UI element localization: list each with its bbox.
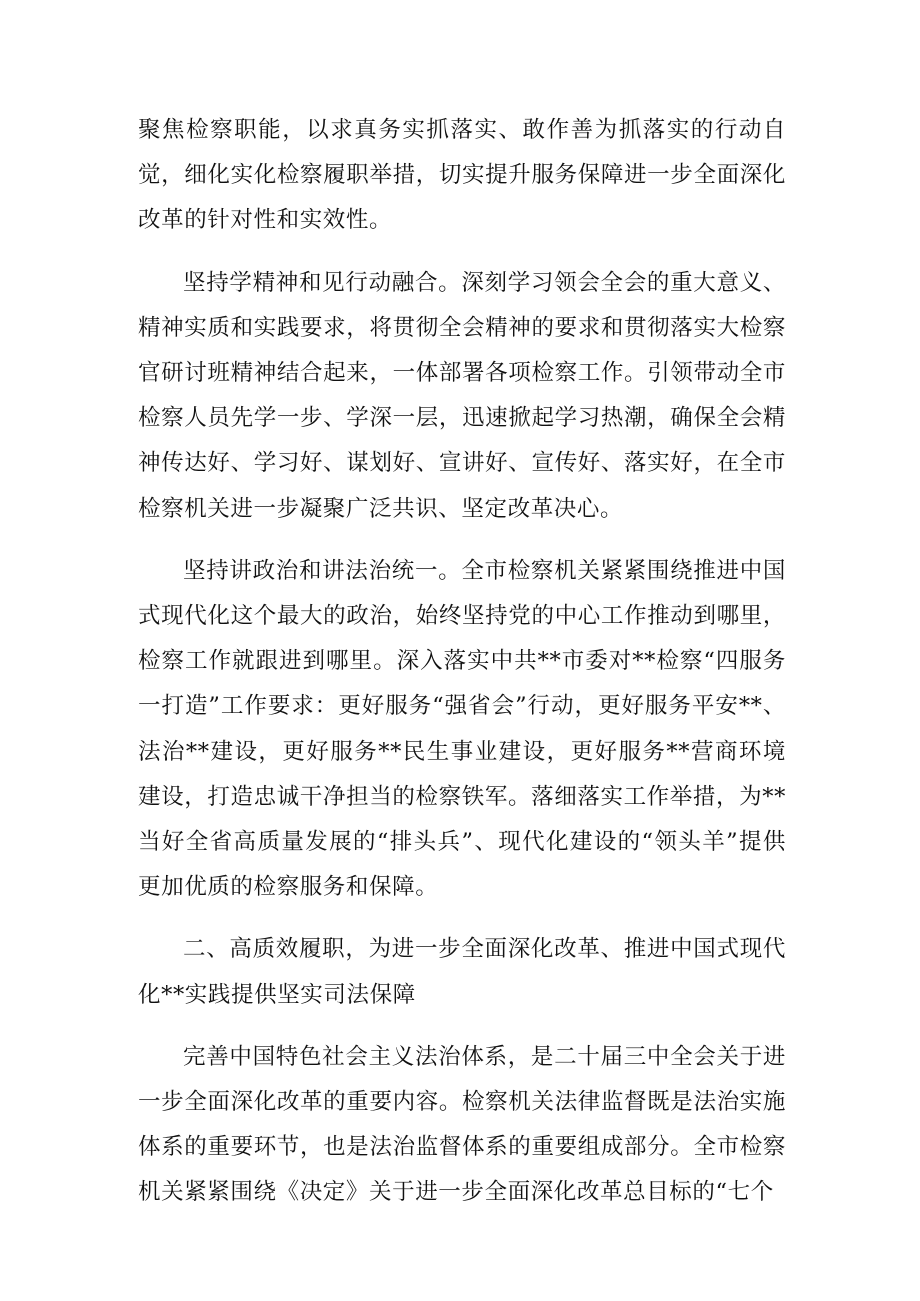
paragraph-study-spirit: 坚持学精神和见行动融合。深刻学习领会全会的重大意义、精神实质和实践要求，将贯彻全会精神的要求和贯彻落实大检察官研讨班精神结合起来，一体部署各项检察工作。引领带动全市检察人员先学一步、学深一层，迅速掀起学习热潮，确保全会精神传达好、学习好、谋划好、宣讲好、宣传好、落实好，在全市检察机关进一步凝聚广泛共识、坚定改革决心。 [138, 269, 786, 522]
section-heading-two: 二、高质效履职，为进一步全面深化改革、推进中国式现代化**实践提供坚实司法保障 [138, 936, 786, 1008]
paragraph-rule-of-law-system: 完善中国特色社会主义法治体系，是二十届三中全会关于进一步全面深化改革的重要内容。检察机关法律监督既是法治实施体系的重要环节，也是法治监督体系的重要组成部分。全市检察机关紧紧围绕《决定》关于进一步全面深化改革总目标的“七个 [138, 1043, 786, 1206]
body-text [138, 108, 786, 1216]
paragraph-politics-law: 坚持讲政治和讲法治统一。全市检察机关紧紧围绕推进中国式现代化这个最大的政治，始终坚持党的中心工作推动到哪里，检察工作就跟进到哪里。深入落实中共**市委对**检察“四服务一打造”工作要求：更好服务“强省会”行动，更好服务平安**、法治**建设，更好服务**民生事业建设，更好服务**营商环境建设，打造忠诚干净担当的检察铁军。落细落实工作举措，为**当好全省高质量发展的“排头兵”、现代化建设的“领头羊”提供更加优质的检察服务和保障。 [138, 557, 786, 901]
paragraph-intro-continuation: 聚焦检察职能，以求真务实抓落实、敢作善为抓落实的行动自觉，细化实化检察履职举措，切实提升服务保障进一步全面深化改革的针对性和实效性。 [138, 117, 786, 234]
